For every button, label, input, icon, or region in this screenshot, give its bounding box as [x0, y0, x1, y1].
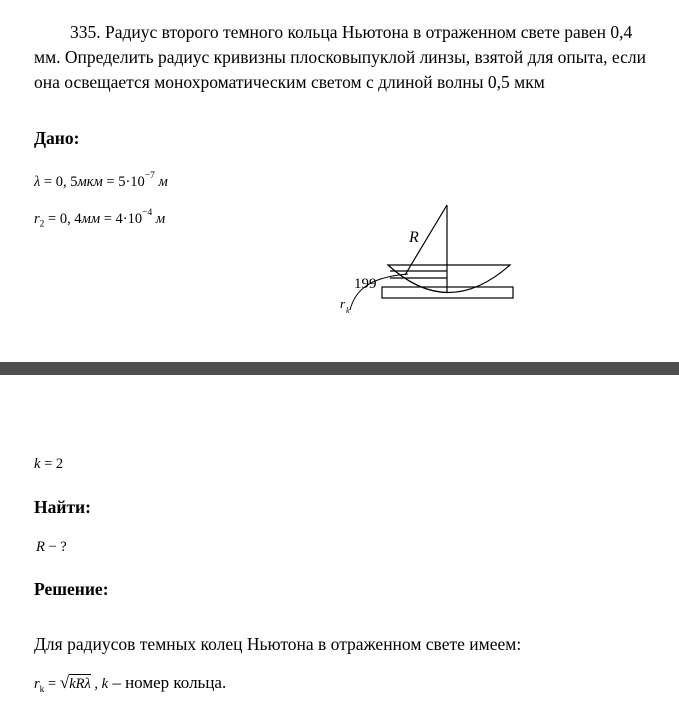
find-formula — [36, 539, 67, 556]
radius-symbol: r — [34, 210, 40, 227]
lambda-exponent: −7 — [144, 171, 155, 181]
radius-si-value: = 4·10 — [100, 210, 143, 227]
radius-unit-1: мм — [81, 210, 101, 227]
radius-subscript: 2 — [39, 219, 45, 230]
newton-rings-diagram — [330, 195, 530, 325]
lambda-unit-2: м — [158, 173, 168, 190]
lambda-si-value: = 5·10 — [102, 173, 145, 190]
label-r: r — [340, 296, 346, 311]
lambda-unit-1: мкм — [77, 173, 103, 190]
formula-k-symbol: k — [101, 676, 109, 692]
label-R: R — [409, 229, 419, 246]
solution-intro: Для радиусов темных колец Ньютона в отраженном свете имеем: — [34, 634, 522, 654]
solution-heading: Решение: — [34, 579, 109, 599]
radius-value: = 0, 4 — [44, 210, 82, 227]
formula-lhs-sub: k — [39, 684, 45, 695]
given-k — [34, 456, 63, 473]
sqrt-symbol: √ — [59, 673, 70, 692]
formula-lhs: r — [34, 676, 40, 692]
lens-shape — [388, 265, 510, 293]
find-symbol: R — [36, 539, 45, 555]
radius-exponent: −4 — [142, 208, 153, 218]
k-symbol: k — [34, 456, 41, 472]
formula-eq: = — [44, 676, 60, 692]
find-rest: − ? — [44, 539, 67, 555]
page-divider — [0, 362, 679, 375]
solution-formula — [34, 673, 226, 695]
radius-unit-2: м — [155, 210, 166, 227]
lambda-value: = 0, 5 — [40, 173, 78, 190]
given-radius — [34, 210, 165, 230]
given-heading: Дано: — [34, 128, 80, 148]
formula-radicand: kRλ — [69, 676, 91, 692]
label-199: 199 — [354, 276, 377, 292]
find-heading: Найти: — [34, 497, 91, 517]
formula-separator: , — [90, 676, 102, 692]
lambda-symbol: λ — [34, 173, 41, 190]
label-r-sub: k — [346, 306, 350, 315]
k-value: = 2 — [40, 456, 64, 472]
given-lambda — [34, 173, 168, 191]
problem-statement: 335. Радиус второго темного кольца Ньютона в отраженном свете равен 0,4 мм. Определить радиус кривизны плосковыпуклой линзы, взятой для опыта, если она освещается монохроматическим светом с длиной волны 0,5 мкм — [34, 22, 646, 92]
formula-k-meaning: – номер кольца. — [108, 673, 227, 692]
